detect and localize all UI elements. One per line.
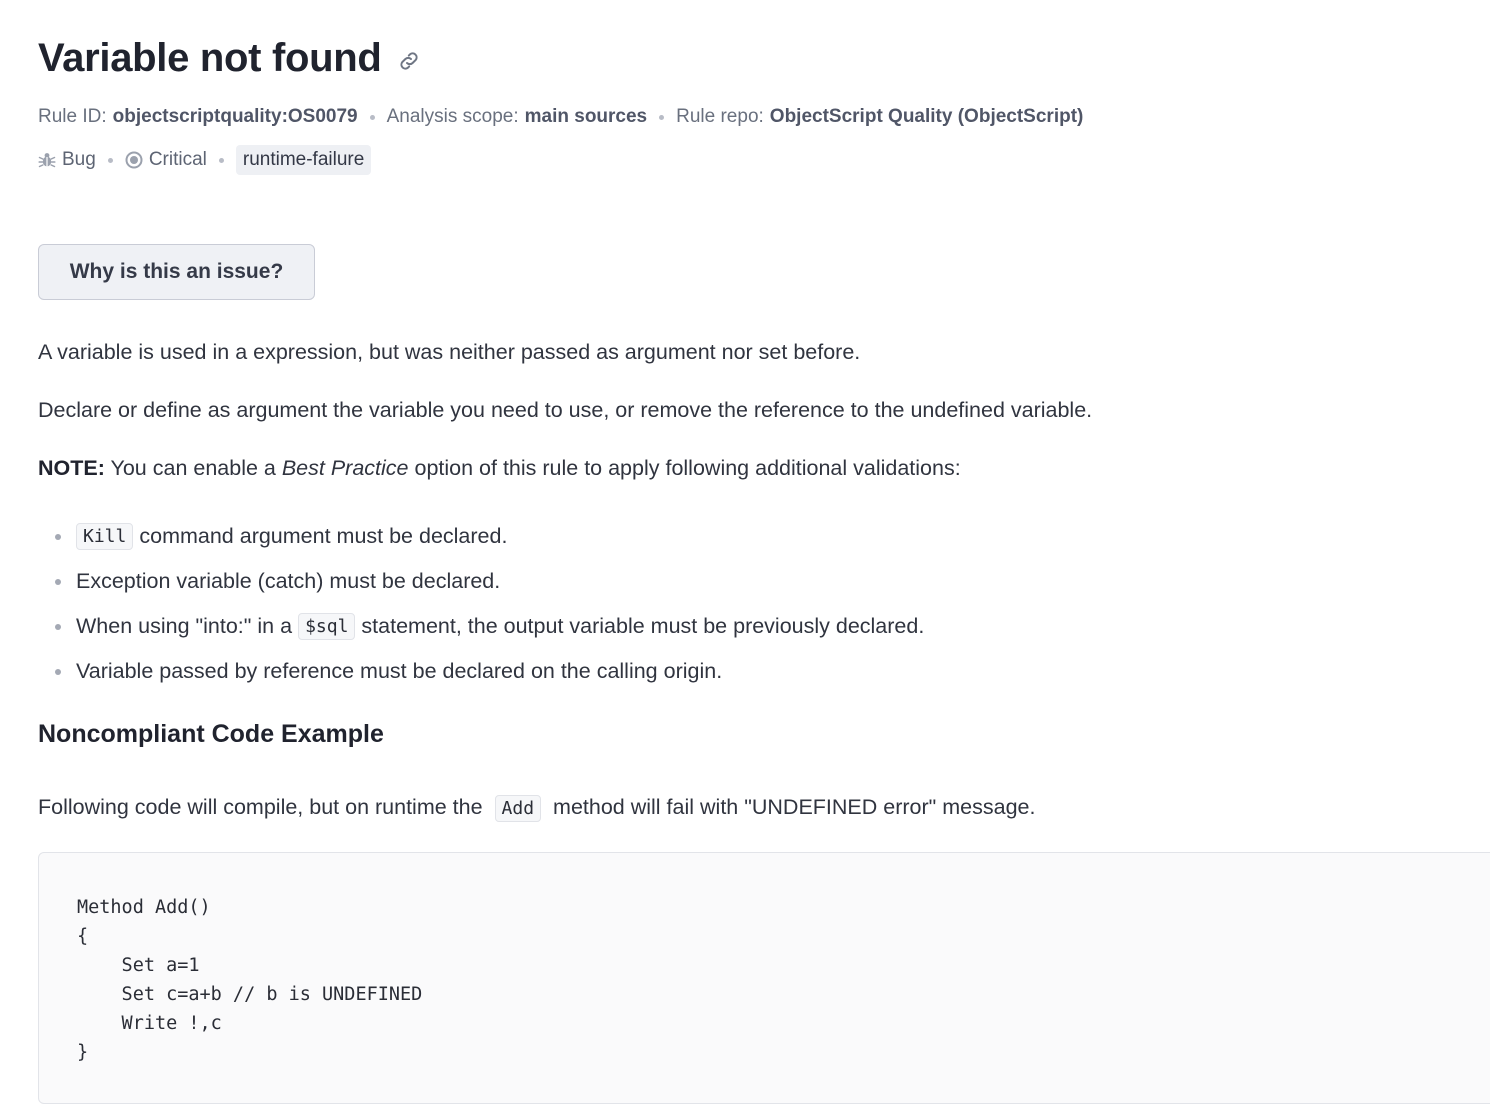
issue-type-label: Bug: [62, 149, 96, 170]
list-item-text: Exception variable (catch) must be declared.: [76, 569, 501, 593]
note-label: NOTE:: [38, 456, 105, 480]
bug-icon: [38, 151, 56, 169]
list-item-text: Variable passed by reference must be declared on the calling origin.: [76, 659, 723, 683]
rule-id-label: Rule ID:: [38, 106, 107, 127]
inline-code: Kill: [76, 523, 133, 550]
inline-code: $sql: [298, 613, 355, 640]
separator-dot: [108, 158, 113, 163]
note-text-post: option of this rule to apply following additional validations:: [408, 456, 961, 480]
inline-code: Add: [495, 795, 542, 822]
separator-dot: [370, 115, 375, 120]
list-item: [38, 649, 924, 694]
link-icon[interactable]: [396, 48, 422, 74]
list-item-text: statement, the output variable must be previously declared.: [361, 614, 925, 638]
page-title: Variable not found: [38, 35, 382, 80]
scope-value: main sources: [524, 106, 648, 127]
validation-list: [38, 514, 924, 694]
code-example: Method Add() { Set a=1 Set c=a+b // b is UNDEFINED Write !,c }: [77, 897, 423, 1063]
rule-tags: [38, 144, 371, 176]
scope-label: Analysis scope:: [386, 106, 519, 127]
code-block: [38, 852, 1490, 1104]
rule-id-value: objectscriptquality:OS0079: [112, 106, 358, 127]
separator-dot: [659, 115, 664, 120]
severity: [125, 149, 207, 171]
list-item-text: When using "into:" in a: [76, 614, 293, 638]
why-is-this-an-issue-tab[interactable]: Why is this an issue?: [38, 244, 315, 300]
repo-value: ObjectScript Quality (ObjectScript): [769, 106, 1084, 127]
list-item: [38, 559, 924, 604]
example-text-post: method will fail with "UNDEFINED error" message.: [553, 795, 1036, 819]
list-item: [38, 514, 924, 559]
rule-meta: [38, 104, 1083, 130]
description-paragraph-1: A variable is used in a expression, but was neither passed as argument nor set before.: [38, 340, 861, 364]
note-emphasis: Best Practice: [281, 456, 409, 480]
title-row: [38, 30, 422, 86]
separator-dot: [219, 158, 224, 163]
note-text-pre: You can enable a: [104, 456, 282, 480]
example-text-pre: Following code will compile, but on runtime the: [38, 795, 483, 819]
list-item-text: command argument must be declared.: [139, 524, 508, 548]
note-paragraph: [38, 456, 961, 481]
severity-label: Critical: [148, 149, 207, 170]
tag-chip[interactable]: runtime-failure: [236, 145, 371, 175]
critical-severity-icon: [125, 151, 143, 169]
section-heading: Noncompliant Code Example: [38, 720, 384, 748]
description-paragraph-2: Declare or define as argument the variable you need to use, or remove the reference to the undefined variable.: [38, 398, 1093, 422]
repo-label: Rule repo:: [676, 106, 764, 127]
list-item: [38, 604, 924, 649]
issue-type: [38, 149, 96, 171]
example-paragraph: [38, 795, 1035, 820]
